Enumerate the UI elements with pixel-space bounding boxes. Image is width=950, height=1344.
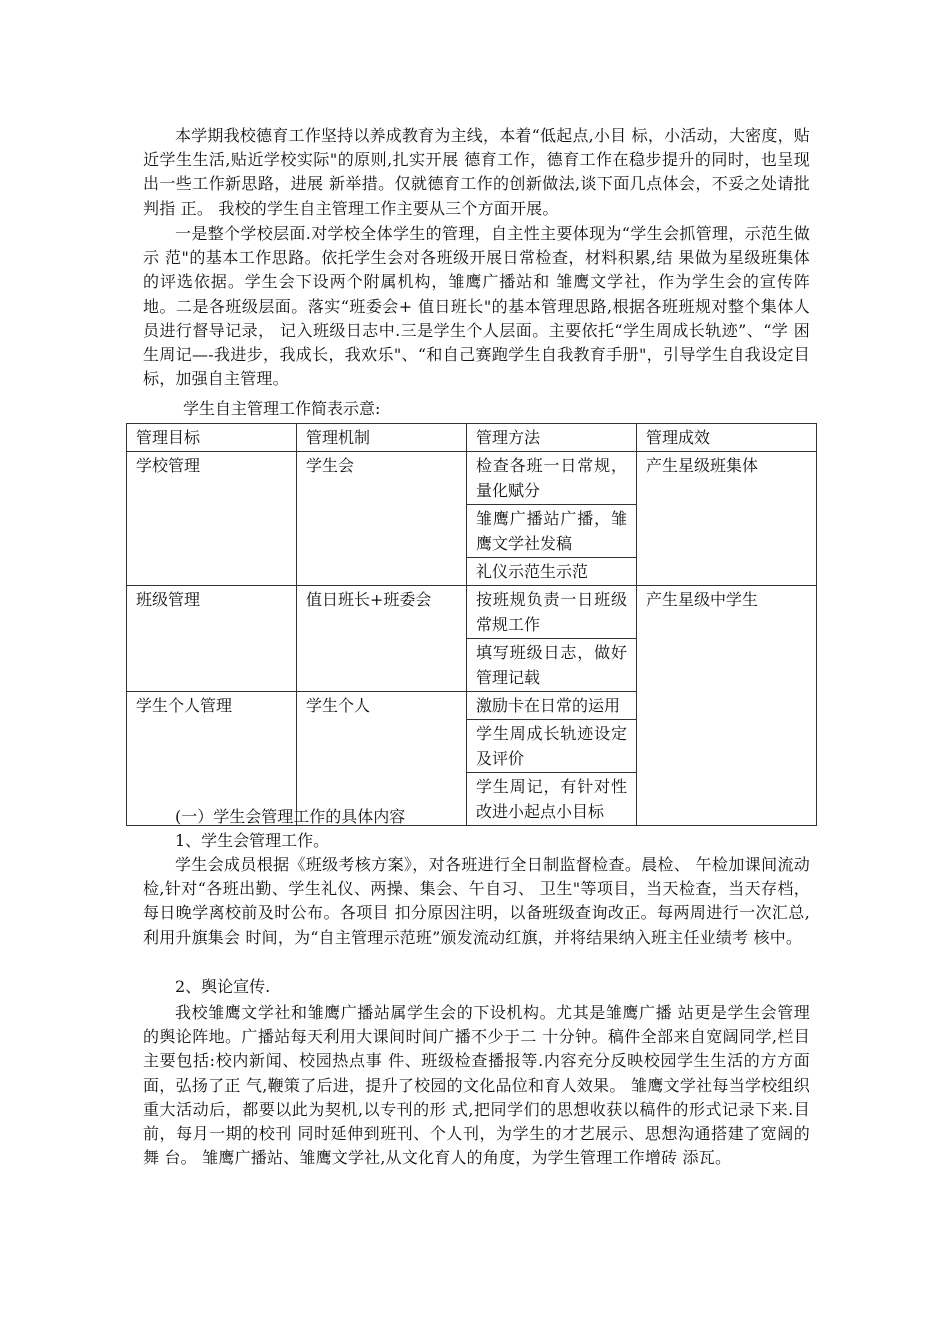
header-target: 管理目标 xyxy=(127,424,297,452)
cell-target: 学校管理 xyxy=(127,452,297,586)
header-method: 管理方法 xyxy=(467,424,637,452)
cell-method: 按班规负责一日班级常规工作 xyxy=(467,586,637,639)
header-mechanism: 管理机制 xyxy=(297,424,467,452)
section-paragraph-2: 我校雏鹰文学社和雏鹰广播站属学生会的下设机构。尤其是雏鹰广播 站更是学生会管理的舆论阵地。广播站每天利用大课间时间广播不少于二 十分钟。稿件全部来自宽阔同学,栏目主要包括:校内新闻、校园热点事 件、班级检查播报等.内容充分反映校园学生生活的方方面面，弘扬了正 气,鞭策了后进，提升了校园的文化品位和育人效果。 雏鹰文学社每当学校组织重大活动后，都要以此为契机,以专刊的形 式,把同学们的思想收获以稿件的形式记录下来.目前，每月一期的校刊 同时延伸到班刊、个人刊，为学生的才艺展示、思想沟通搭建了宽阔的舞 台。 雏鹰广播站、雏鹰文学社,从文化育人的角度，为学生管理工作增砖 添瓦。 xyxy=(143,1003,810,1168)
cell-target: 班级管理 xyxy=(127,586,297,692)
cell-result: 产生星级中学生 xyxy=(637,586,817,826)
cell-result: 产生星级班集体 xyxy=(637,452,817,586)
header-result: 管理成效 xyxy=(637,424,817,452)
cell-method: 检查各班一日常规，量化赋分 xyxy=(467,452,637,505)
table-header-row xyxy=(127,424,817,452)
management-table xyxy=(126,423,817,826)
cell-mechanism: 值日班长+班委会 xyxy=(297,586,467,692)
cell-method: 雏鹰广播站广播，雏鹰文学社发稿 xyxy=(467,505,637,558)
section-paragraph-1: 学生会成员根据《班级考核方案》，对各班进行全日制监督检查。晨检、 午检加课间流动检,针对“各班出勤、学生礼仪、两操、集会、午自习、 卫生"等项目，当天检查，当天存档，每日晚学离校前及时公布。各项目 扣分原因注明，以备班级查询改正。每两周进行一次汇总,利用升旗集会 时间，为“自主管理示范班”颁发流动红旗，并将结果纳入班主任业绩考 核中。 xyxy=(143,855,810,947)
cell-method: 礼仪示范生示范 xyxy=(467,558,637,586)
cell-method: 激励卡在日常的运用 xyxy=(467,692,637,720)
cell-method: 学生周记，有针对性改进小起点小目标 xyxy=(467,773,637,826)
cell-mechanism: 学生个人 xyxy=(297,692,467,826)
table-caption: 学生自主管理工作简表示意: xyxy=(183,399,381,418)
cell-method: 学生周成长轨迹设定及评价 xyxy=(467,720,637,773)
section-heading: (一）学生会管理工作的具体内容 xyxy=(175,807,406,826)
cell-method: 填写班级日志，做好管理记载 xyxy=(467,639,637,692)
table-row xyxy=(127,586,817,639)
intro-paragraph-2: 一是整个学校层面.对学校全体学生的管理，自主性主要体现为“学生会抓管理，示范生做示 范"的基本工作思路。依托学生会对各班级开展日常检查，材料积累,结 果做为星级班集体的评选依据。学生会下设两个附属机构，雏鹰广播站和 雏鹰文学社，作为学生会的宣传阵地。二是各班级层面。落实“班委会+ 值日班长"的基本管理思路,根据各班班规对整个集体人员进行督导记录， 记入班级日志中.三是学生个人层面。主要依托“学生周成长轨迹”、“学 困生周记—-我进步，我成长，我欢乐"、“和自己赛跑学生自我教育手册"，引导学生自我设定目标，加强自主管理。 xyxy=(143,224,810,389)
table-row xyxy=(127,452,817,505)
subsection-heading-2: 2、舆论宣传. xyxy=(175,977,271,996)
cell-target: 学生个人管理 xyxy=(127,692,297,826)
intro-paragraph-1: 本学期我校德育工作坚持以养成教育为主线，本着“低起点,小目 标，小活动，大密度，贴近学生生活,贴近学校实际"的原则,扎实开展 德育工作，德育工作在稳步提升的同时，也呈现出一些工作新思路，进展 新举措。仅就德育工作的创新做法,谈下面几点体会，不妥之处请批判指 正。 我校的学生自主管理工作主要从三个方面开展。 xyxy=(143,126,810,218)
subsection-heading-1: 1、学生会管理工作。 xyxy=(175,831,330,850)
cell-mechanism: 学生会 xyxy=(297,452,467,586)
